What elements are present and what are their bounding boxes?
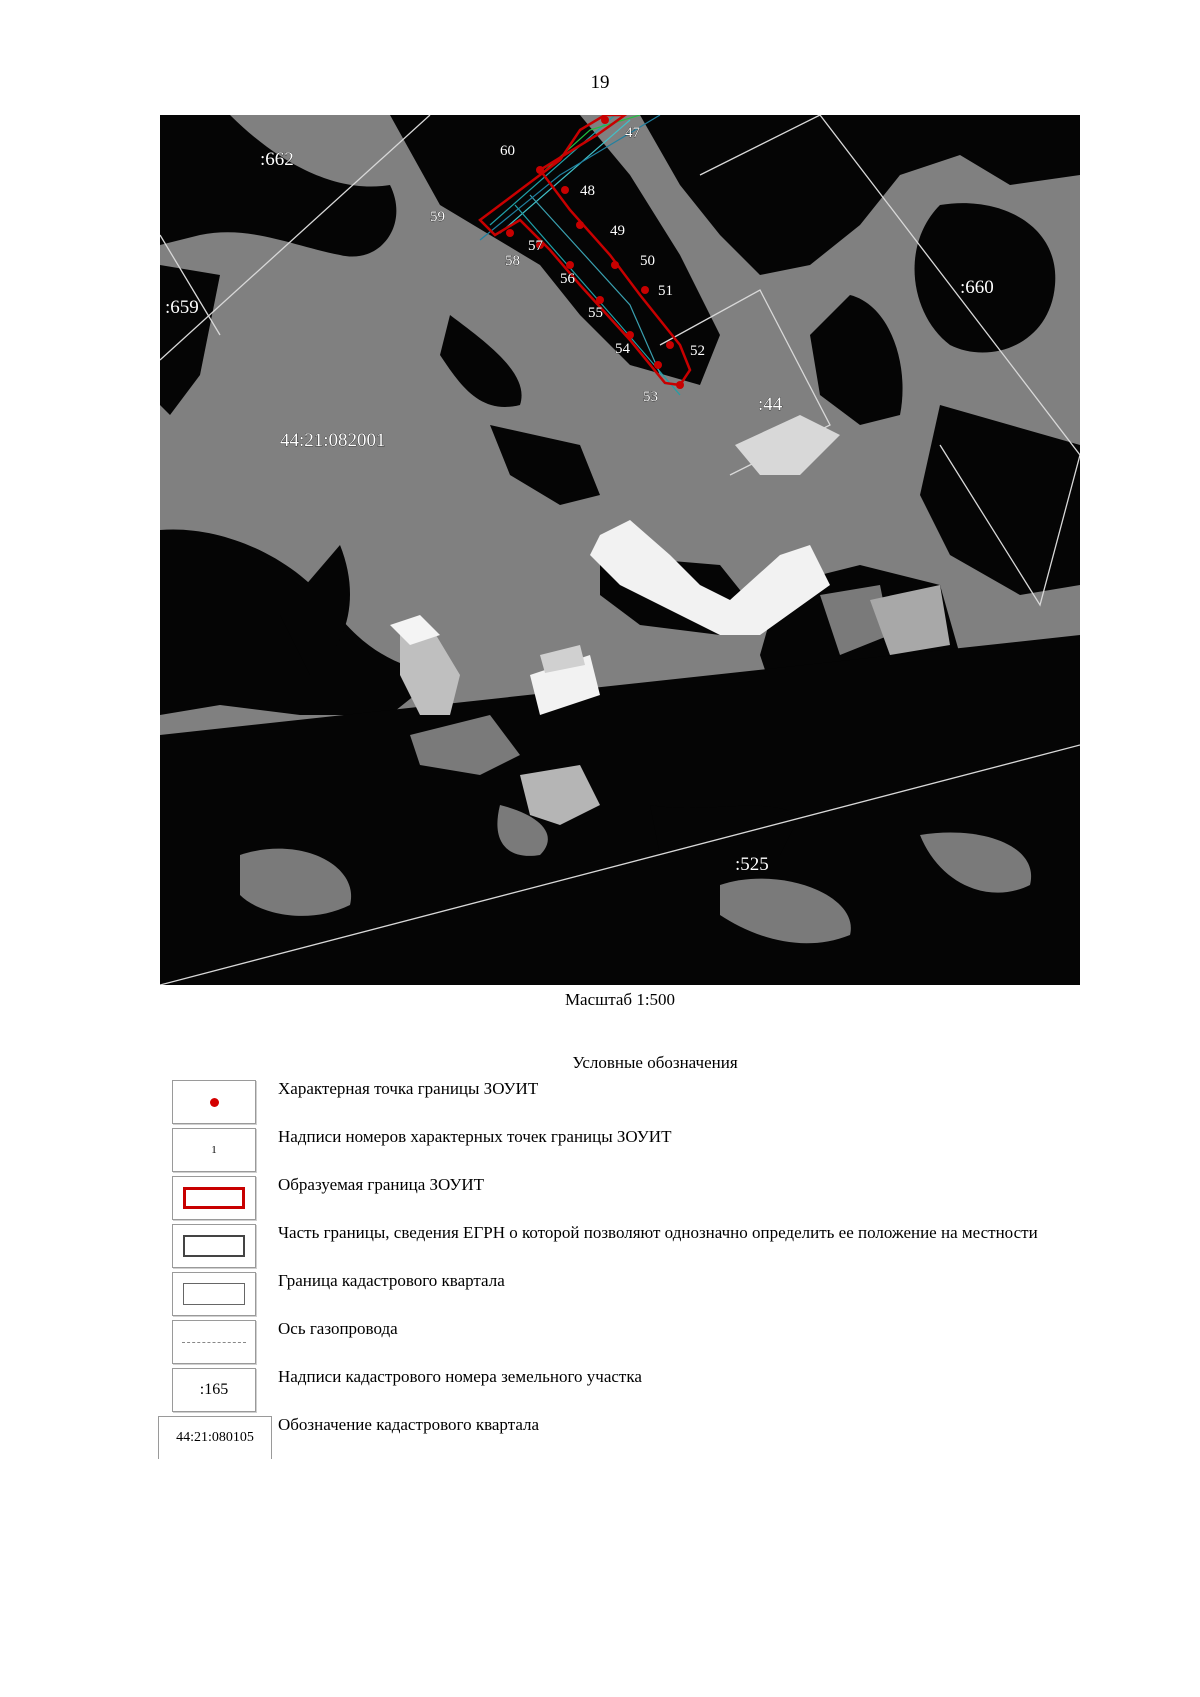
point-number-label: 59 <box>430 209 445 225</box>
point-number-label: 56 <box>560 271 575 287</box>
point-number-label: 53 <box>643 389 658 405</box>
legend-item-text: Граница кадастрового квартала <box>278 1271 505 1290</box>
point-number-label: 50 <box>640 253 655 269</box>
legend-item-text: Ось газопровода <box>278 1319 398 1338</box>
point-number-label: 51 <box>658 283 673 299</box>
point-number-label: 57 <box>528 238 543 254</box>
point-number-label: 58 <box>505 253 520 269</box>
point-number-label: 60 <box>500 143 515 159</box>
zouit-point <box>666 341 674 349</box>
legend-symbol-box <box>172 1368 256 1412</box>
zouit-point <box>561 186 569 194</box>
legend-item-text: Надписи кадастрового номера земельного участка <box>278 1367 642 1386</box>
zouit-point <box>576 221 584 229</box>
point-number-label: 52 <box>690 343 705 359</box>
cadastral-quarter-label: 44:21:082001 <box>280 430 386 451</box>
zouit-point <box>596 296 604 304</box>
parcel-number-sample: :165 <box>199 1381 229 1398</box>
legend-item-text: Часть границы, сведения ЕГРН о которой позволяют однозначно определить ее положение на местности <box>278 1223 1038 1242</box>
red-dot-icon <box>210 1098 219 1107</box>
zouit-point <box>536 166 544 174</box>
point-number-sample: 1 <box>211 1144 217 1156</box>
dark-rectangle-icon <box>183 1235 245 1257</box>
zouit-point <box>601 116 609 124</box>
red-rectangle-icon <box>183 1187 245 1209</box>
parcel-number-label: :44 <box>758 394 783 415</box>
map-canvas <box>160 115 1080 985</box>
parcel-number-label: :660 <box>960 277 994 298</box>
legend-symbol-box <box>172 1224 256 1268</box>
parcel-number-label: :525 <box>735 854 769 875</box>
zouit-point <box>641 286 649 294</box>
point-number-label: 55 <box>588 305 603 321</box>
gray-rectangle-icon <box>183 1283 245 1305</box>
dashed-line-icon <box>182 1342 246 1343</box>
point-number-label: 48 <box>580 183 595 199</box>
legend-symbol-box <box>172 1176 256 1220</box>
zouit-point <box>566 261 574 269</box>
legend-title: Условные обозначения <box>572 1053 738 1072</box>
legend-symbol-box <box>172 1272 256 1316</box>
legend-item-text: Характерная точка границы ЗОУИТ <box>278 1079 539 1098</box>
point-number-label: 54 <box>615 341 630 357</box>
legend-symbol-box <box>158 1416 272 1459</box>
zouit-point <box>626 331 634 339</box>
legend-symbol-box <box>172 1128 256 1172</box>
point-number-label: 49 <box>610 223 625 239</box>
page-number: 19 <box>590 72 610 93</box>
parcel-number-label: :662 <box>260 149 294 170</box>
legend-symbol-box <box>172 1320 256 1364</box>
legend-item-text: Обозначение кадастрового квартала <box>278 1415 540 1434</box>
map-scale: Масштаб 1:500 <box>564 990 676 1009</box>
zouit-point <box>506 229 514 237</box>
legend-symbol-box <box>172 1080 256 1124</box>
zouit-point <box>676 381 684 389</box>
legend-item-text: Надписи номеров характерных точек границы ЗОУИТ <box>278 1127 672 1146</box>
quarter-number-sample: 44:21:080105 <box>176 1430 254 1445</box>
point-number-label: 47 <box>625 125 640 141</box>
zouit-point <box>654 361 662 369</box>
legend-item-text: Образуемая граница ЗОУИТ <box>278 1175 485 1194</box>
parcel-number-label: :659 <box>165 297 199 318</box>
zouit-point <box>611 261 619 269</box>
cadastral-map <box>160 115 1080 985</box>
